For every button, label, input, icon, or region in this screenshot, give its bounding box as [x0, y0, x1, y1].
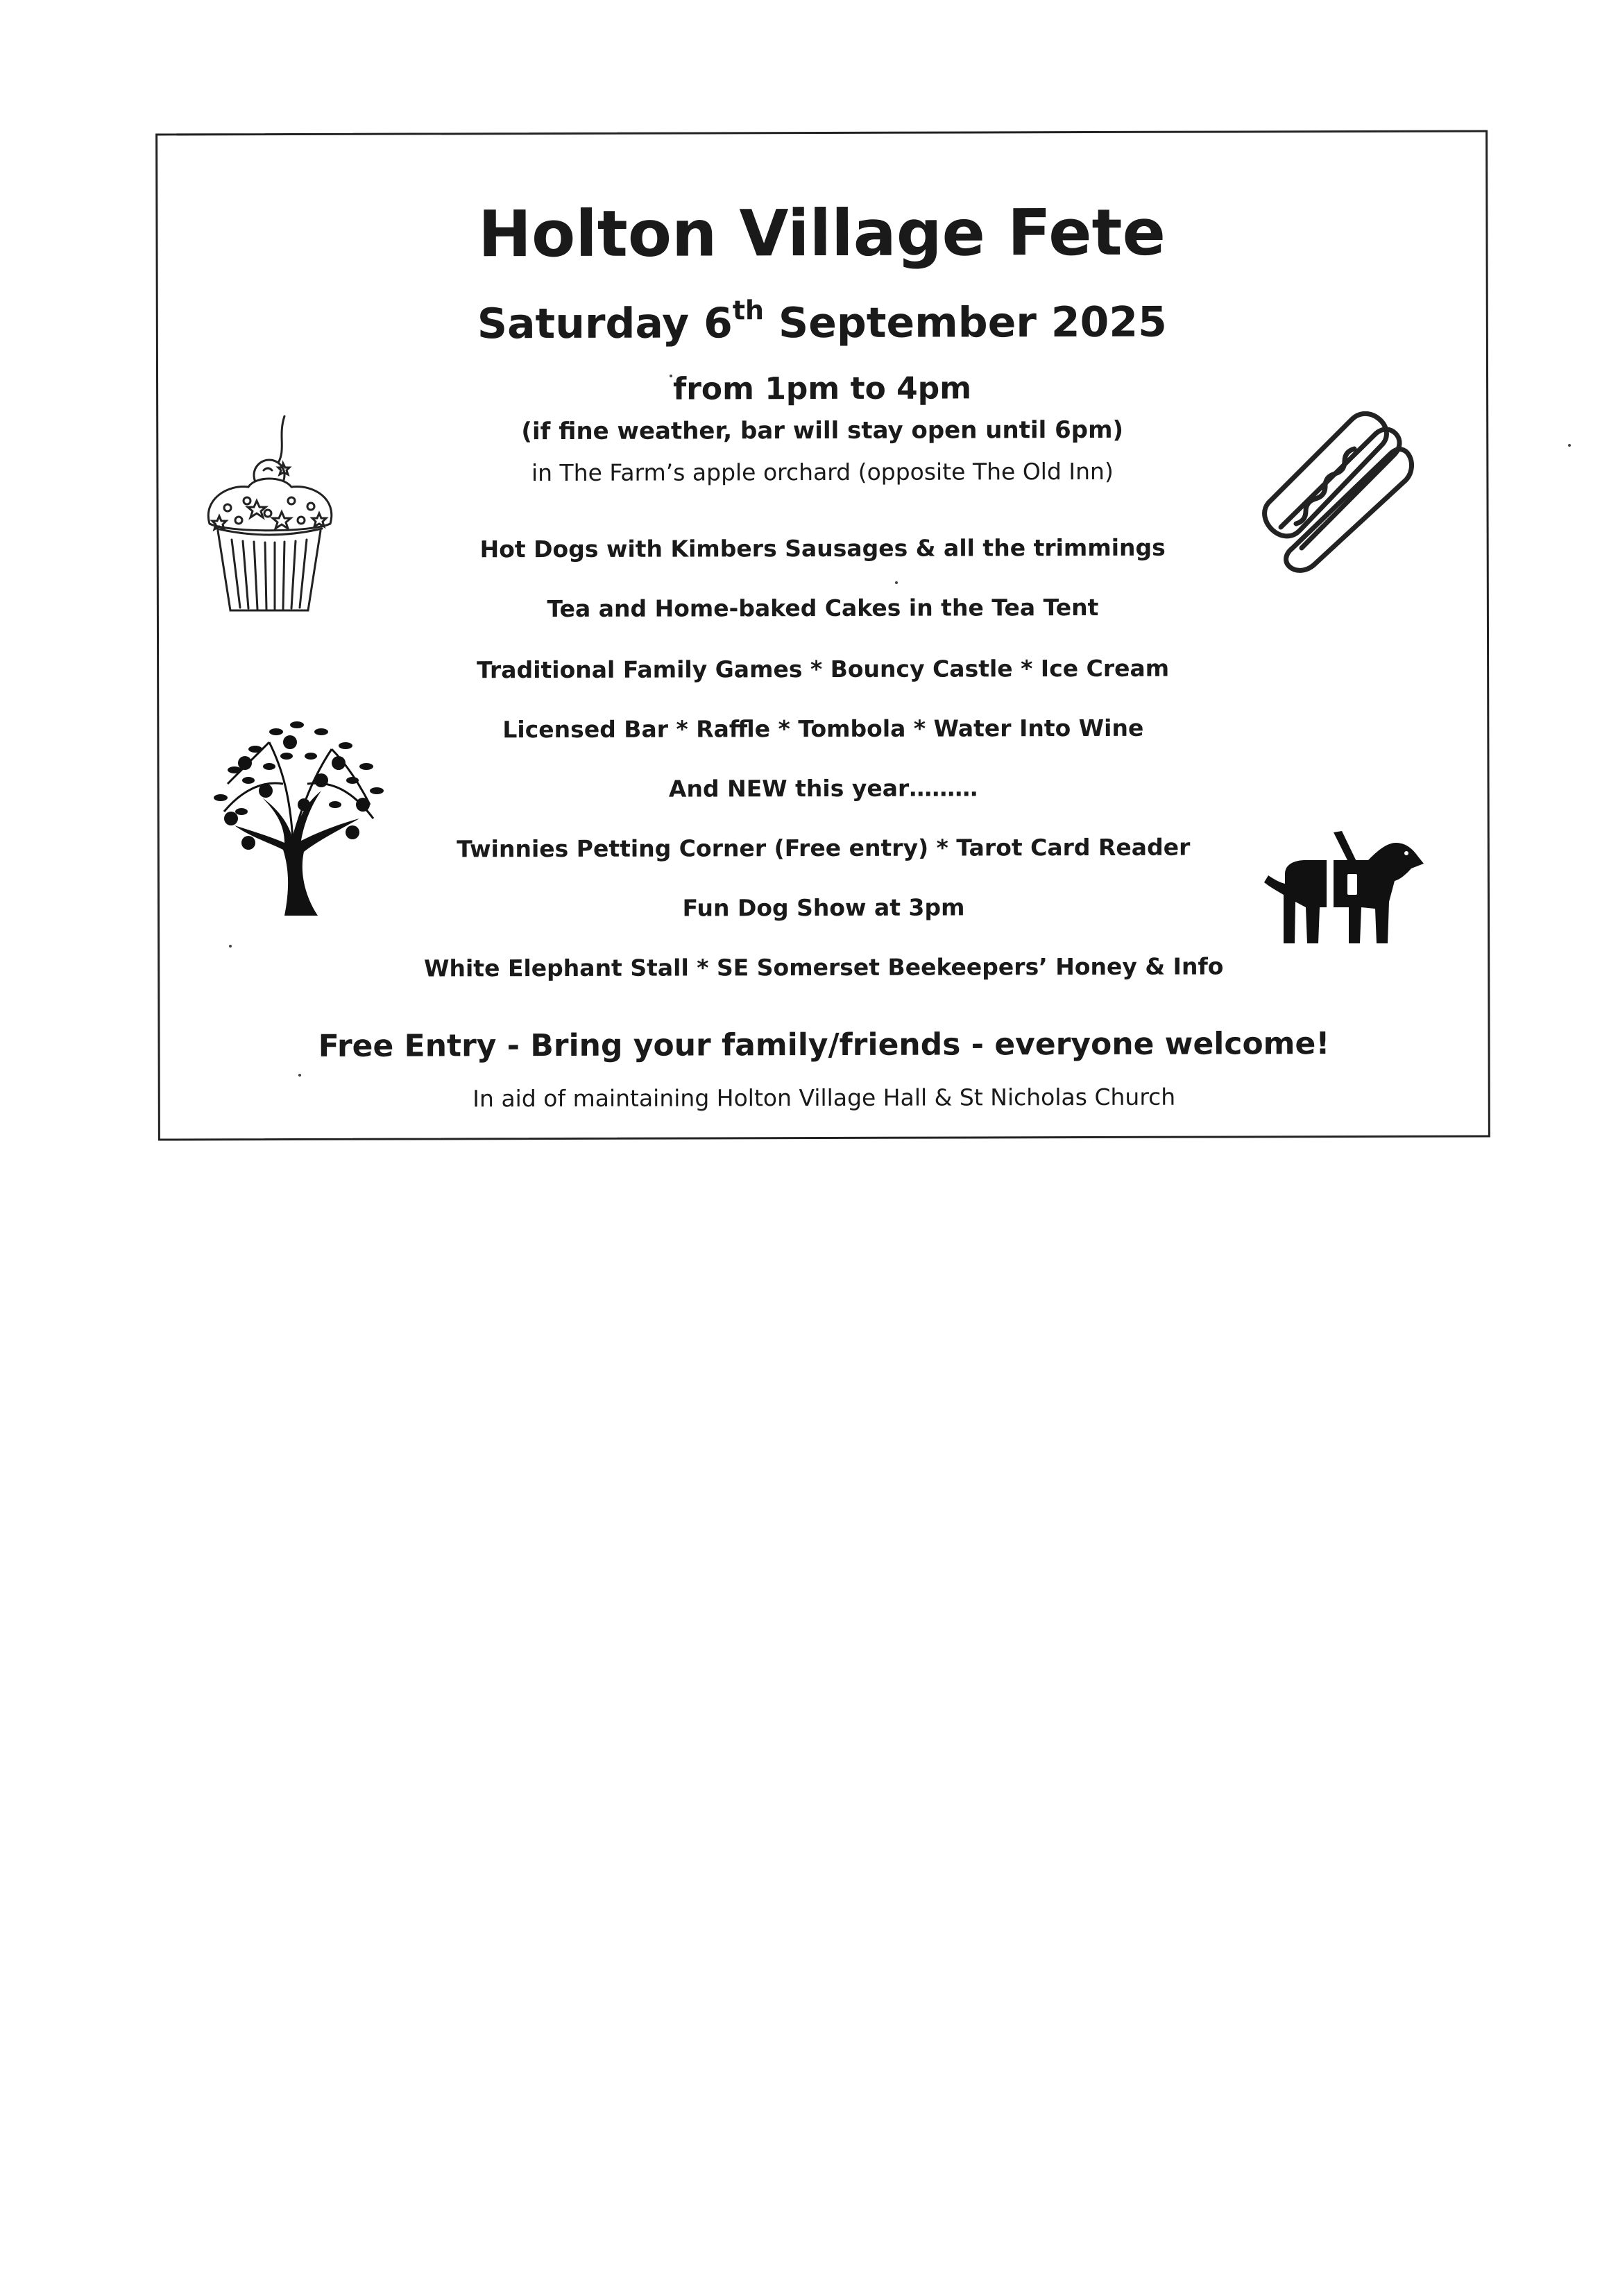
poster-border: [155, 130, 1490, 1140]
event-venue: in The Farm’s apple orchard (opposite The Old Inn): [531, 457, 1114, 487]
scan-speck: [229, 945, 232, 948]
free-entry-banner: Free Entry - Bring your family/friends - everyone welcome!: [318, 1026, 1330, 1064]
weather-note: (if fine weather, bar will stay open until 6pm): [521, 415, 1124, 446]
date-ordinal: th: [732, 295, 765, 326]
scan-speck: [670, 375, 672, 377]
date-day: Saturday 6: [477, 299, 733, 349]
scan-speck: [1568, 444, 1571, 447]
cupcake-icon: [200, 409, 339, 617]
poster-title: Holton Village Fete: [477, 195, 1166, 272]
event-date: [158, 297, 1486, 349]
attraction-item: Traditional Family Games * Bouncy Castle * Ice Cream: [477, 654, 1170, 684]
attraction-item: Tea and Home-baked Cakes in the Tea Tent: [547, 593, 1099, 623]
scan-speck: [298, 1074, 301, 1077]
attraction-item: Hot Dogs with Kimbers Sausages & all the trimmings: [479, 533, 1166, 563]
charity-note: In aid of maintaining Holton Village Hall & St Nicholas Church: [472, 1083, 1176, 1113]
scan-speck: [895, 581, 898, 584]
attraction-item: Licensed Bar * Raffle * Tombola * Water Into Wine: [502, 714, 1144, 744]
date-month-year: September 2025: [763, 298, 1167, 348]
attraction-item: Fun Dog Show at 3pm: [682, 893, 965, 922]
attraction-item: White Elephant Stall * SE Somerset Beekeepers’ Honey & Info: [424, 952, 1224, 982]
hotdog-icon: [1247, 406, 1421, 579]
apple-tree-icon: [207, 714, 387, 916]
event-time: from 1pm to 4pm: [672, 370, 972, 407]
attraction-item: Twinnies Petting Corner (Free entry) * Tarot Card Reader: [457, 833, 1191, 863]
guide-dog-icon: [1264, 825, 1424, 950]
attraction-item: And NEW this year………: [668, 774, 978, 803]
